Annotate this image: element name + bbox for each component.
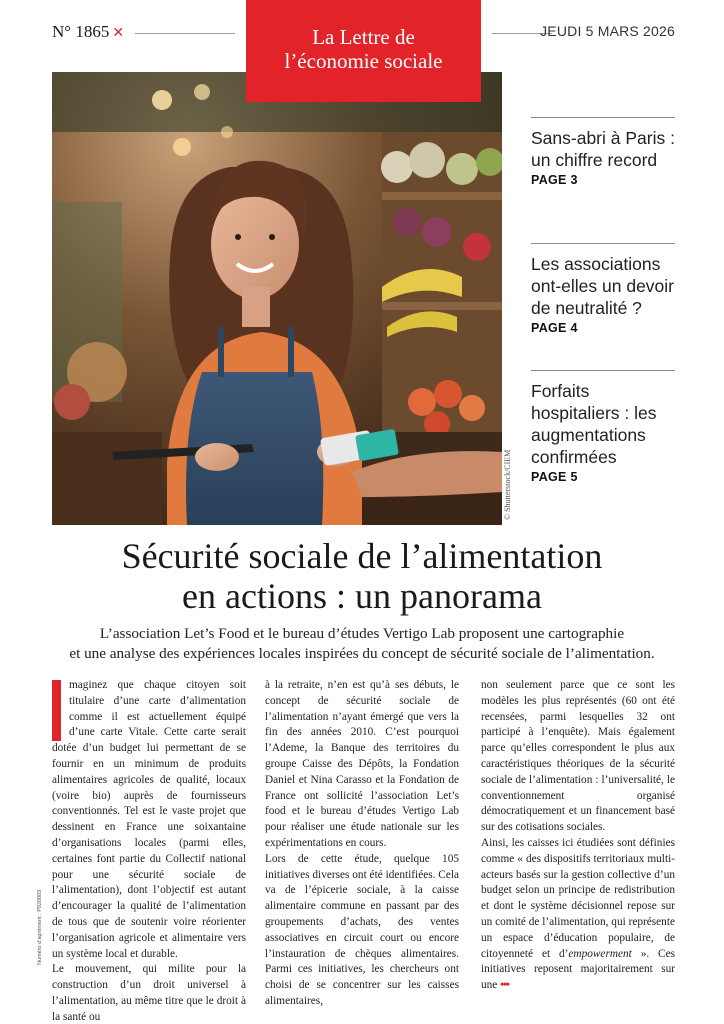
drop-cap-bar bbox=[52, 680, 61, 741]
teaser-page: PAGE 4 bbox=[531, 321, 578, 335]
article-paragraph: maginez que chaque citoyen soit titulaire d’une carte d’alimentation comme il est actuellement équipé d’une carte Vitale. Cette carte serait dotée d’un budget lui permettant de se fournir en un minimum de produits alimentaires agricoles de qualité, locaux (voire bio) auprès de fournisseurs conventionnés. Tel est le vaste projet que dessinent en France une soixantaine d’organisations locales (parmi elles, certaines font partie du Collectif national pour une sécurité sociale de l’alimentation), dont l’objectif est autant d’encourager la qualité de l’alimentation de tous que de soutenir voire réorienter l’organisation agricole et alimentaire vers un système local et durable. bbox=[52, 679, 246, 960]
teaser-title: Sans-abri à Paris : un chiffre record bbox=[531, 128, 675, 170]
cover-photo bbox=[52, 72, 502, 525]
article-column-2 bbox=[265, 678, 459, 1010]
teaser-item[interactable] bbox=[531, 117, 675, 243]
article-paragraph: Lors de cette étude, quelque 105 initiatives diverses ont été identifiées. Cela va de l’épicerie sociale, à la caisse alimentaire commune en passant par des groupements d’achats, des ventes associatives en circuit court ou encore l’instauration de chèques alimentaires. Parmi ces initiatives, les chercheurs ont choisi de se concentrer sur les caisses alimentaires, bbox=[265, 852, 459, 1007]
continued-marker[interactable]: ••• bbox=[500, 979, 510, 992]
article-column-3 bbox=[481, 678, 675, 994]
deck-line-2: et une analyse des expériences locales inspirées du concept de sécurité sociale de l’alimentation. bbox=[69, 645, 655, 662]
teaser-item[interactable] bbox=[531, 370, 675, 484]
deck-line-1: L’association Let’s Food et le bureau d’études Vertigo Lab proposent une cartographie bbox=[99, 625, 625, 642]
approval-number: Numéro d’agrément : P920803 bbox=[37, 889, 43, 965]
issue-mark-icon: ✕ bbox=[112, 25, 125, 41]
article-paragraph: Ainsi, les caisses ici étudiées sont définies comme « des dispositifs territoriaux multi-acteurs basés sur la gestion collective d’un budget selon un principe de redistribution et dont le système décisionnel repose sur un comité de l’alimentation, qui représente un espace d’éducation populaire, de citoyenneté et d’empowerment ». Ces initiatives reposent majoritairement sur une ••• bbox=[481, 836, 675, 992]
issue-number: N° 1865 ✕ bbox=[52, 22, 125, 41]
teaser-title: Les associations ont-elles un devoir de neutralité ? bbox=[531, 254, 674, 318]
headline-line-1: Sécurité sociale de l’alimentation bbox=[121, 536, 603, 576]
article-paragraph: à la retraite, n’en est qu’à ses débuts, le concept de sécurité sociale de l’alimentation n’ayant émergé que vers la fin des années 2010. C’est pourquoi l’Ademe, la Banque des territoires du groupe Caisse des Dépôts, la Fondation Daniel et Nina Carasso et la Fondation de France ont sollicité l’association Let’s food et le bureau d’études Vertigo Lab pour réaliser une étude nationale sur les expérimentations en cours. bbox=[265, 679, 459, 849]
grocer-photo-illustration bbox=[52, 72, 502, 525]
header-rule-left bbox=[135, 33, 235, 34]
article-paragraph: non seulement parce que ce sont les modèles les plus représentés (60 ont été recensées, parmi lesquelles 32 ont participé à l’enquête). Mais également parce qu’elles correspondent le plus aux caractéristiques théoriques de la sécurité sociale de l’alimentation : l’universalité, le conventionnement organisé démocratiquement et un financement basé sur des cotisations sociales. bbox=[481, 679, 675, 834]
teaser-page: PAGE 3 bbox=[531, 173, 578, 187]
masthead-line-2: l’économie sociale bbox=[284, 49, 443, 73]
article-body bbox=[52, 678, 676, 1023]
teaser-list bbox=[531, 117, 675, 484]
article-deck bbox=[30, 624, 694, 664]
article-headline bbox=[40, 536, 684, 616]
photo-credit: © Shutterstock/CIEM bbox=[503, 449, 512, 520]
teaser-item[interactable] bbox=[531, 243, 675, 370]
article-paragraph: Le mouvement, qui milite pour la construction d’un droit universel à l’alimentation, au même titre que le droit à la santé ou bbox=[52, 963, 246, 1023]
masthead bbox=[246, 0, 481, 102]
teaser-title: Forfaits hospitaliers : les augmentations confirmées bbox=[531, 381, 657, 467]
issue-date: JEUDI 5 MARS 2026 bbox=[540, 23, 675, 39]
headline-line-2: en actions : un panorama bbox=[182, 576, 542, 616]
masthead-line-1: La Lettre de bbox=[312, 25, 415, 49]
article-column-1 bbox=[52, 678, 246, 1024]
teaser-page: PAGE 5 bbox=[531, 470, 578, 484]
